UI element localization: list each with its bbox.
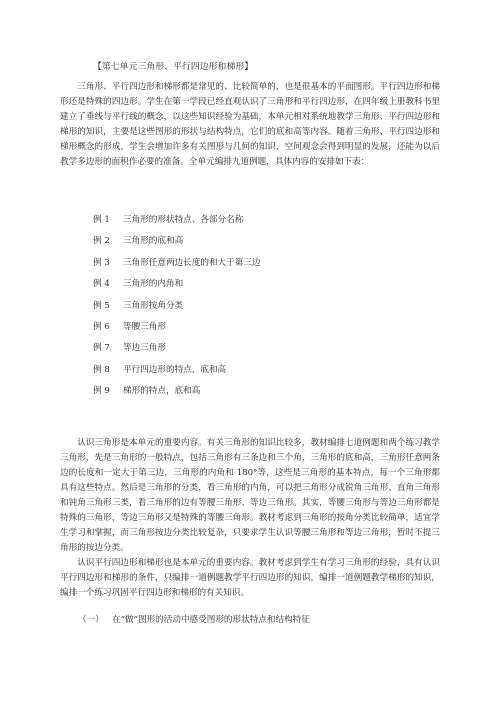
example-row [93, 363, 261, 384]
example-label: 例 1 [93, 215, 110, 225]
example-row [93, 299, 261, 320]
section-number: （一） [78, 615, 104, 625]
example-text: 三角形任意两边长度的和大于第三边 [123, 257, 261, 268]
parallelogram-paragraph: 认识平行四边形和梯形也是本单元的重要内容。教材考虑到学生有学习三角形的经验，具有认识平行四边形和梯形的条件，只编排一道例题教学平行四边形的知识，编排一道例题教学梯形的知识，编排一个练习巩固平行四边形和梯形的有关知识。 [60, 558, 440, 598]
example-label: 例 7 [93, 343, 110, 354]
example-text: 等腰三角形 [123, 321, 166, 332]
example-text: 三角形的形状特点、各部分名称 [123, 215, 244, 225]
example-row [93, 277, 261, 298]
example-label: 例 8 [93, 364, 110, 375]
example-row [93, 320, 261, 341]
example-row [93, 213, 261, 234]
example-label: 例 9 [93, 386, 110, 397]
example-row [93, 256, 261, 277]
unit-heading: 【第七单元三角形、平行四边形和梯形】 [93, 62, 254, 72]
example-row [93, 384, 261, 405]
section-heading [78, 613, 310, 628]
example-label: 例 2 [93, 236, 110, 247]
example-label: 例 6 [93, 321, 110, 332]
example-text: 等边三角形 [123, 343, 166, 354]
example-row [93, 234, 261, 255]
example-text: 三角形按角分类 [123, 300, 184, 311]
example-text: 三角形的底和高 [123, 236, 184, 247]
section-title-text: 在“做”图形的活动中感受图形的形状特点和结构特征 [112, 615, 310, 625]
example-text: 平行四边形的特点，底和高 [123, 364, 227, 375]
example-list [93, 213, 261, 406]
example-label: 例 4 [93, 279, 110, 290]
example-label: 例 3 [93, 257, 110, 268]
triangle-paragraph: 认识三角形是本单元的重要内容。有关三角形的知识比较多，教材编排七道例题和两个练习教学三角形，先是三角形的一般特点，包括三角形有三条边和三个角，三角形的底和高，三角形任意两条边的长度和一定大于第三边，三角形的内角和 180°等，这些是三角形的基本特点，每一个三角形都具有这些特点。然后是三角形的分类，看三角形的内角，可以把三角形分成锐角三角形、直角三角形和钝角三角形三类，看三角形的边有等腰三角形、等边三角形。其实，等腰三角形与等边三角形都是特殊的三角形，等边三角形又是特殊的等腰三角形。教材考虑到三角形的按角分类比较简单，适宜学生学习和掌握，而三角形按边分类比较复杂，只要求学生认识等腰三角形和等边三角形，暂时不提三角形的按边分类。 [60, 438, 440, 553]
example-text: 三角形的内角和 [123, 279, 184, 290]
intro-paragraph: 三角形、平行四边形和梯形都是常见的、比较简单的，也是很基本的平面图形。平行四边形和梯形还是特殊的四边形。学生在第一学段已经直观认识了三角形和平行四边形，在四年级上册教科书里建立了垂线与平行线的概念，以这些知识经验为基础，本单元相对系统地教学三角形、平行四边形和梯形的知识，主要是这些图形的形状与结构特点，它们的底和高等内容。随着三角形、平行四边形和梯形概念的形成，学生会增加许多有关图形与几何的知识，空间观念会得到明显的发展，还能为以后教学多边形的面积作必要的准备。全单元编排九道例题，具体内容的安排如下表： [60, 82, 440, 167]
example-text: 梯形的特点，底和高 [123, 386, 201, 397]
example-label: 例 5 [93, 300, 110, 311]
example-row [93, 341, 261, 362]
